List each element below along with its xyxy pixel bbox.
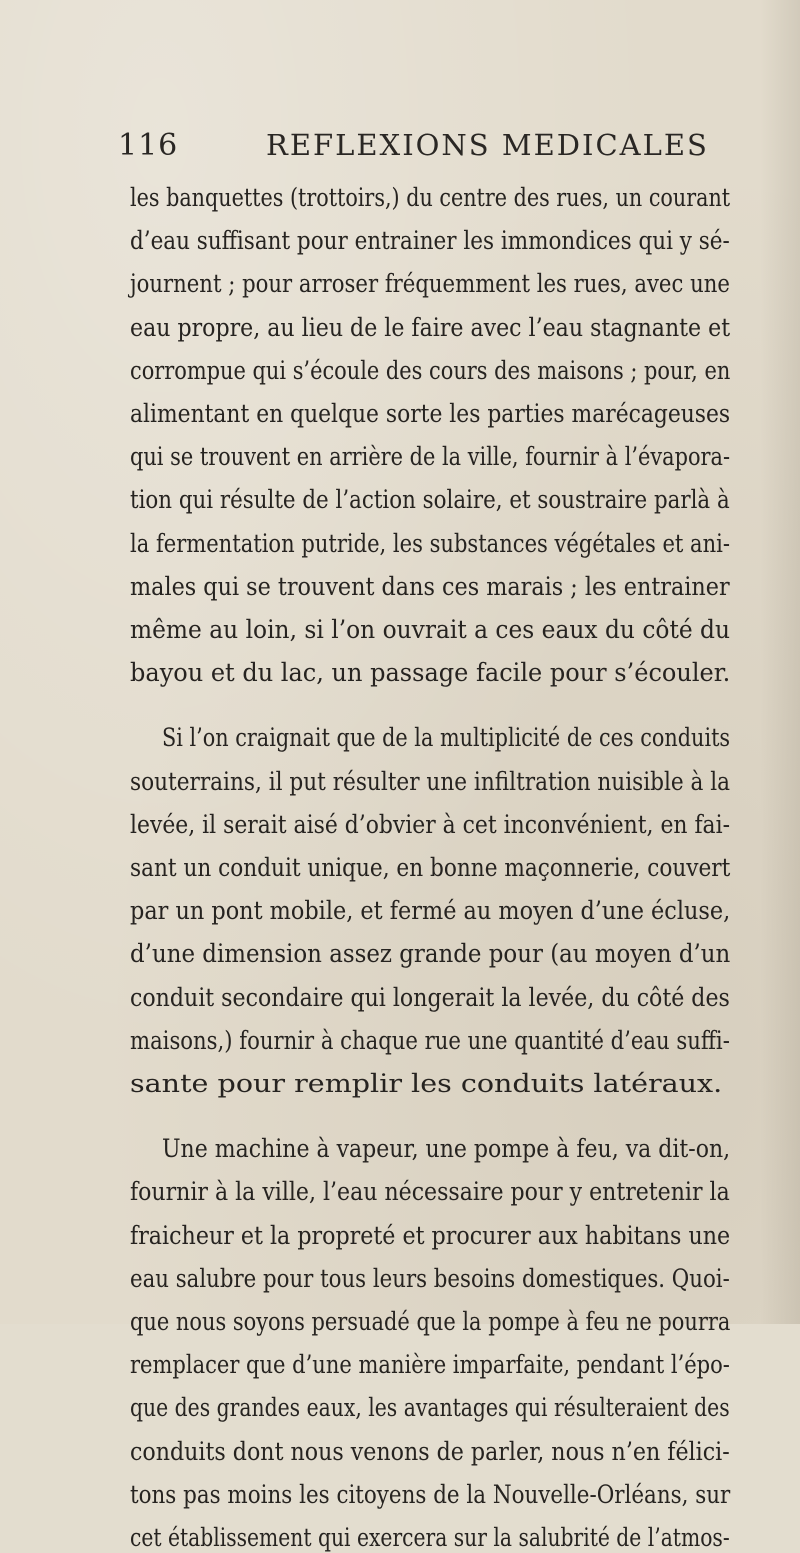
text-line: corrompue qui s’écoule des cours des maisons ; pour, en [130, 356, 731, 386]
header-title: REFLEXIONS MEDICALES [266, 128, 709, 162]
text-line: conduits dont nous venons de parler, nous n’en félici- [130, 1437, 730, 1467]
running-head [118, 128, 718, 172]
text-line: sant un conduit unique, en bonne maçonnerie, couvert [130, 853, 731, 883]
text-line: cet établissement qui exercera sur la salubrité de l’atmos- [130, 1523, 730, 1553]
text-line: males qui se trouvent dans ces marais ; les entrainer [130, 572, 730, 602]
text-line: journent ; pour arroser fréquemment les rues, avec une [130, 269, 730, 299]
text-line: les banquettes (trottoirs,) du centre des rues, un courant [130, 183, 731, 213]
text-line: qui se trouvent en arrière de la ville, fournir à l’évapora- [130, 442, 731, 472]
text-line: maisons,) fournir à chaque rue une quantité d’eau suffi- [130, 1026, 730, 1056]
text-line: alimentant en quelque sorte les parties marécageuses [130, 399, 731, 429]
text-line: remplacer que d’une manière imparfaite, pendant l’épo- [130, 1350, 730, 1380]
text-line: la fermentation putride, les substances végétales et ani- [130, 529, 731, 559]
text-line: même au loin, si l’on ouvrait a ces eaux du côté du [130, 615, 730, 645]
text-line: tons pas moins les citoyens de la Nouvelle-Orléans, sur [130, 1480, 731, 1510]
text-line: eau salubre pour tous leurs besoins domestiques. Quoi- [130, 1264, 730, 1294]
text-line: d’une dimension assez grande pour (au moyen d’un [130, 939, 731, 969]
page-number: 116 [118, 128, 179, 163]
text-line: par un pont mobile, et fermé au moyen d’une écluse, [130, 896, 731, 926]
text-line: Une machine à vapeur, une pompe à feu, va dit-on, [162, 1134, 731, 1164]
text-line: que des grandes eaux, les avantages qui résulteraient des [130, 1393, 730, 1423]
text-line: tion qui résulte de l’action solaire, et soustraire parlà à [130, 485, 730, 515]
text-line: sante pour remplir les conduits latéraux. [130, 1069, 723, 1099]
text-line: levée, il serait aisé d’obvier à cet inconvénient, en fai- [130, 810, 731, 840]
text-line: fournir à la ville, l’eau nécessaire pour y entretenir la [130, 1177, 730, 1207]
text-line: que nous soyons persuadé que la pompe à feu ne pourra [130, 1307, 731, 1337]
text-line: fraicheur et la propreté et procurer aux habitans une [130, 1221, 731, 1251]
text-line: Si l’on craignait que de la multiplicité de ces conduits [162, 723, 731, 753]
text-line: d’eau suffisant pour entrainer les immondices qui y sé- [130, 226, 730, 256]
text-line: eau propre, au lieu de le faire avec l’eau stagnante et [130, 313, 731, 343]
text-line: conduit secondaire qui longerait la levée, du côté des [130, 983, 730, 1013]
text-line: bayou et du lac, un passage facile pour s’écouler. [130, 658, 731, 688]
text-line: souterrains, il put résulter une infiltration nuisible à la [130, 767, 731, 797]
